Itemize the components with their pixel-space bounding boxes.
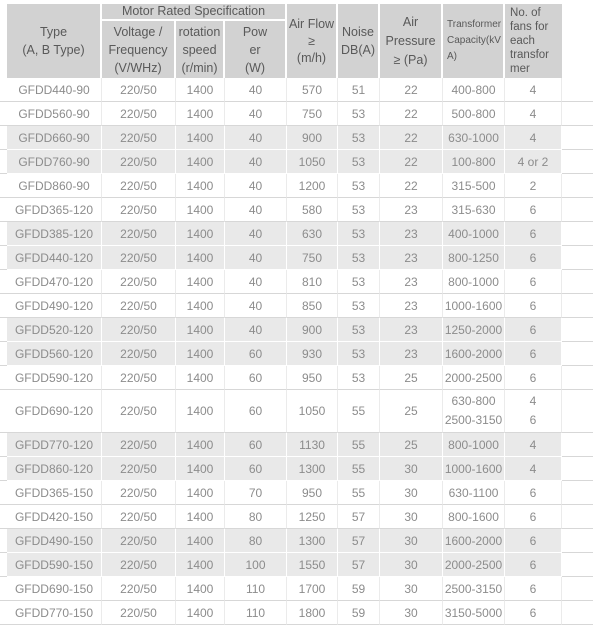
cell-transformer: 630-1000 xyxy=(443,126,505,150)
left-margin-cell xyxy=(0,198,7,222)
cell-pressure: 23 xyxy=(380,342,443,366)
cell-airflow: 1250 xyxy=(287,505,338,529)
cell-noise: 57 xyxy=(338,505,380,529)
cell-noise: 53 xyxy=(338,270,380,294)
left-margin-cell xyxy=(0,78,7,102)
cell-speed: 1400 xyxy=(176,553,225,577)
cell-fans: 6 xyxy=(505,505,562,529)
cell-transformer: 2500-3150 xyxy=(443,577,505,601)
cell-type: GFDD440-90 xyxy=(7,78,102,102)
cell-pressure: 30 xyxy=(380,601,443,625)
cell-noise: 51 xyxy=(338,78,380,102)
cell-noise: 53 xyxy=(338,342,380,366)
cell-type: GFDD420-150 xyxy=(7,505,102,529)
cell-speed: 1400 xyxy=(176,529,225,553)
cell-noise: 59 xyxy=(338,577,380,601)
left-margin-cell xyxy=(0,481,7,505)
cell-speed: 1400 xyxy=(176,318,225,342)
cell-power: 40 xyxy=(225,78,287,102)
cell-type: GFDD560-120 xyxy=(7,342,102,366)
cell-pressure: 23 xyxy=(380,222,443,246)
cell-noise: 53 xyxy=(338,222,380,246)
cell-airflow: 570 xyxy=(287,78,338,102)
cell-power: 40 xyxy=(225,198,287,222)
cell-airflow: 580 xyxy=(287,198,338,222)
cell-fans: 6 xyxy=(505,577,562,601)
right-margin-cell xyxy=(562,246,593,270)
motor-spec-table xyxy=(0,4,593,625)
table-row xyxy=(0,318,593,342)
cell-fans: 2 xyxy=(505,174,562,198)
cell-type: GFDD385-120 xyxy=(7,222,102,246)
col-header-power: Pow er (W) xyxy=(225,21,287,78)
cell-transformer: 800-1000 xyxy=(443,270,505,294)
cell-transformer: 100-800 xyxy=(443,150,505,174)
cell-pressure: 30 xyxy=(380,577,443,601)
left-margin-cell xyxy=(0,150,7,174)
cell-transformer: 800-1600 xyxy=(443,505,505,529)
cell-type: GFDD490-120 xyxy=(7,294,102,318)
right-margin-cell xyxy=(562,318,593,342)
cell-transformer: 400-1000 xyxy=(443,222,505,246)
cell-noise: 55 xyxy=(338,390,380,433)
table-row xyxy=(0,270,593,294)
right-margin-cell xyxy=(562,505,593,529)
right-margin-cell xyxy=(562,553,593,577)
cell-power: 60 xyxy=(225,433,287,457)
cell-fans: 6 xyxy=(505,342,562,366)
cell-fans: 6 xyxy=(505,553,562,577)
cell-noise: 53 xyxy=(338,126,380,150)
cell-fans: 6 xyxy=(505,294,562,318)
cell-airflow: 1550 xyxy=(287,553,338,577)
cell-transformer: 1600-2000 xyxy=(443,529,505,553)
cell-fans: 4 xyxy=(505,433,562,457)
right-margin-cell xyxy=(562,198,593,222)
cell-transformer: 315-630 xyxy=(443,198,505,222)
table-row xyxy=(0,198,593,222)
cell-power: 60 xyxy=(225,366,287,390)
right-margin-cell xyxy=(562,78,593,102)
table-row xyxy=(0,246,593,270)
cell-type: GFDD860-90 xyxy=(7,174,102,198)
cell-power: 40 xyxy=(225,174,287,198)
cell-type: GFDD590-120 xyxy=(7,366,102,390)
left-margin-cell xyxy=(0,246,7,270)
table-row xyxy=(0,78,593,102)
table-row xyxy=(0,577,593,601)
left-margin-cell xyxy=(0,553,7,577)
cell-airflow: 850 xyxy=(287,294,338,318)
cell-airflow: 750 xyxy=(287,246,338,270)
right-margin-cell xyxy=(562,577,593,601)
cell-speed: 1400 xyxy=(176,174,225,198)
cell-fans: 6 xyxy=(505,318,562,342)
cell-fans: 4 xyxy=(505,126,562,150)
cell-type: GFDD520-120 xyxy=(7,318,102,342)
cell-pressure: 30 xyxy=(380,529,443,553)
col-header-air-pressure: Air Pressure ≥ (Pa) xyxy=(380,4,443,78)
cell-transformer: 630-800 2500-3150 xyxy=(443,390,505,433)
cell-voltage: 220/50 xyxy=(102,150,176,174)
left-margin-cell xyxy=(0,529,7,553)
cell-type: GFDD490-150 xyxy=(7,529,102,553)
table-row xyxy=(0,342,593,366)
cell-voltage: 220/50 xyxy=(102,457,176,481)
table-row xyxy=(0,102,593,126)
cell-transformer: 800-1000 xyxy=(443,433,505,457)
cell-airflow: 950 xyxy=(287,366,338,390)
left-margin-cell xyxy=(0,294,7,318)
right-margin-cell xyxy=(562,126,593,150)
cell-noise: 55 xyxy=(338,481,380,505)
cell-transformer: 1000-1600 xyxy=(443,457,505,481)
cell-pressure: 30 xyxy=(380,457,443,481)
col-header-motor-rated-specification: Motor Rated Specification xyxy=(102,4,287,21)
cell-airflow: 810 xyxy=(287,270,338,294)
right-margin-cell xyxy=(562,342,593,366)
cell-fans: 6 xyxy=(505,222,562,246)
cell-pressure: 25 xyxy=(380,366,443,390)
cell-voltage: 220/50 xyxy=(102,174,176,198)
cell-type: GFDD560-90 xyxy=(7,102,102,126)
cell-power: 40 xyxy=(225,318,287,342)
right-margin-cell xyxy=(562,366,593,390)
right-margin-cell xyxy=(562,294,593,318)
cell-power: 40 xyxy=(225,246,287,270)
cell-type: GFDD690-150 xyxy=(7,577,102,601)
table-row xyxy=(0,433,593,457)
table-row xyxy=(0,150,593,174)
cell-noise: 53 xyxy=(338,318,380,342)
cell-voltage: 220/50 xyxy=(102,481,176,505)
cell-airflow: 1700 xyxy=(287,577,338,601)
cell-pressure: 25 xyxy=(380,390,443,433)
cell-noise: 55 xyxy=(338,433,380,457)
left-margin-cell xyxy=(0,4,7,78)
table-row xyxy=(0,457,593,481)
cell-voltage: 220/50 xyxy=(102,342,176,366)
cell-speed: 1400 xyxy=(176,505,225,529)
right-margin-cell xyxy=(562,457,593,481)
cell-voltage: 220/50 xyxy=(102,366,176,390)
cell-power: 70 xyxy=(225,481,287,505)
cell-pressure: 25 xyxy=(380,433,443,457)
cell-noise: 57 xyxy=(338,529,380,553)
cell-power: 40 xyxy=(225,150,287,174)
cell-pressure: 22 xyxy=(380,174,443,198)
cell-speed: 1400 xyxy=(176,294,225,318)
cell-power: 60 xyxy=(225,342,287,366)
left-margin-cell xyxy=(0,601,7,625)
cell-type: GFDD365-120 xyxy=(7,198,102,222)
cell-noise: 57 xyxy=(338,553,380,577)
cell-power: 110 xyxy=(225,601,287,625)
cell-pressure: 23 xyxy=(380,318,443,342)
cell-speed: 1400 xyxy=(176,433,225,457)
header-row-group xyxy=(0,4,593,21)
cell-fans: 6 xyxy=(505,481,562,505)
cell-noise: 53 xyxy=(338,366,380,390)
cell-voltage: 220/50 xyxy=(102,126,176,150)
col-header-transformer-capacity: Transformer Capacity(kV A) xyxy=(443,4,505,78)
cell-speed: 1400 xyxy=(176,390,225,433)
cell-transformer: 500-800 xyxy=(443,102,505,126)
cell-transformer: 1600-2000 xyxy=(443,342,505,366)
cell-airflow: 750 xyxy=(287,102,338,126)
cell-pressure: 23 xyxy=(380,198,443,222)
cell-speed: 1400 xyxy=(176,150,225,174)
cell-airflow: 900 xyxy=(287,318,338,342)
cell-voltage: 220/50 xyxy=(102,505,176,529)
cell-type: GFDD470-120 xyxy=(7,270,102,294)
cell-voltage: 220/50 xyxy=(102,246,176,270)
cell-voltage: 220/50 xyxy=(102,529,176,553)
table-row xyxy=(0,601,593,625)
cell-type: GFDD440-120 xyxy=(7,246,102,270)
cell-noise: 53 xyxy=(338,150,380,174)
left-margin-cell xyxy=(0,126,7,150)
cell-pressure: 30 xyxy=(380,553,443,577)
table-row xyxy=(0,553,593,577)
cell-fans: 6 xyxy=(505,529,562,553)
right-margin-cell xyxy=(562,270,593,294)
col-header-air-flow: Air Flow ≥ (m/h) xyxy=(287,4,338,78)
table-row xyxy=(0,390,593,433)
cell-airflow: 1050 xyxy=(287,390,338,433)
table-row xyxy=(0,126,593,150)
cell-pressure: 30 xyxy=(380,481,443,505)
cell-airflow: 900 xyxy=(287,126,338,150)
right-margin-cell xyxy=(562,481,593,505)
cell-voltage: 220/50 xyxy=(102,222,176,246)
table-body xyxy=(0,78,593,625)
cell-speed: 1400 xyxy=(176,222,225,246)
right-margin-cell xyxy=(562,433,593,457)
cell-fans: 6 xyxy=(505,198,562,222)
cell-voltage: 220/50 xyxy=(102,433,176,457)
cell-noise: 53 xyxy=(338,198,380,222)
cell-speed: 1400 xyxy=(176,366,225,390)
cell-transformer: 1000-1600 xyxy=(443,294,505,318)
cell-voltage: 220/50 xyxy=(102,577,176,601)
right-margin-cell xyxy=(562,529,593,553)
cell-speed: 1400 xyxy=(176,102,225,126)
col-header-fans-count: No. of fans for each transfor mer xyxy=(505,4,562,78)
cell-power: 40 xyxy=(225,222,287,246)
cell-power: 40 xyxy=(225,294,287,318)
col-header-type: Type (A, B Type) xyxy=(7,4,102,78)
cell-voltage: 220/50 xyxy=(102,78,176,102)
cell-fans: 4 xyxy=(505,102,562,126)
table-row xyxy=(0,366,593,390)
table-row xyxy=(0,294,593,318)
left-margin-cell xyxy=(0,174,7,198)
table-row xyxy=(0,481,593,505)
cell-speed: 1400 xyxy=(176,577,225,601)
left-margin-cell xyxy=(0,366,7,390)
cell-voltage: 220/50 xyxy=(102,270,176,294)
cell-fans: 6 xyxy=(505,270,562,294)
cell-speed: 1400 xyxy=(176,601,225,625)
cell-speed: 1400 xyxy=(176,126,225,150)
col-header-rotation-speed: rotation speed (r/min) xyxy=(176,21,225,78)
cell-transformer: 2000-2500 xyxy=(443,553,505,577)
cell-fans: 4 xyxy=(505,457,562,481)
cell-voltage: 220/50 xyxy=(102,294,176,318)
col-header-noise: Noise DB(A) xyxy=(338,4,380,78)
cell-fans: 6 xyxy=(505,601,562,625)
cell-voltage: 220/50 xyxy=(102,390,176,433)
cell-power: 40 xyxy=(225,270,287,294)
cell-type: GFDD660-90 xyxy=(7,126,102,150)
cell-type: GFDD760-90 xyxy=(7,150,102,174)
cell-type: GFDD860-120 xyxy=(7,457,102,481)
cell-airflow: 930 xyxy=(287,342,338,366)
cell-fans: 4 6 xyxy=(505,390,562,433)
cell-pressure: 22 xyxy=(380,126,443,150)
col-header-voltage-frequency: Voltage / Frequency (V/WHz) xyxy=(102,21,176,78)
cell-power: 80 xyxy=(225,529,287,553)
cell-airflow: 630 xyxy=(287,222,338,246)
cell-power: 60 xyxy=(225,390,287,433)
cell-speed: 1400 xyxy=(176,481,225,505)
right-margin-cell xyxy=(562,174,593,198)
right-margin-cell xyxy=(562,4,593,78)
left-margin-cell xyxy=(0,433,7,457)
left-margin-cell xyxy=(0,505,7,529)
left-margin-cell xyxy=(0,270,7,294)
cell-type: GFDD365-150 xyxy=(7,481,102,505)
cell-power: 110 xyxy=(225,577,287,601)
cell-type: GFDD690-120 xyxy=(7,390,102,433)
cell-speed: 1400 xyxy=(176,270,225,294)
cell-noise: 53 xyxy=(338,102,380,126)
table-row xyxy=(0,505,593,529)
cell-transformer: 315-500 xyxy=(443,174,505,198)
cell-type: GFDD590-150 xyxy=(7,553,102,577)
left-margin-cell xyxy=(0,102,7,126)
right-margin-cell xyxy=(562,102,593,126)
left-margin-cell xyxy=(0,222,7,246)
cell-airflow: 950 xyxy=(287,481,338,505)
cell-power: 80 xyxy=(225,505,287,529)
cell-speed: 1400 xyxy=(176,457,225,481)
right-margin-cell xyxy=(562,601,593,625)
cell-airflow: 1800 xyxy=(287,601,338,625)
cell-voltage: 220/50 xyxy=(102,318,176,342)
cell-airflow: 1300 xyxy=(287,457,338,481)
right-margin-cell xyxy=(562,390,593,433)
cell-transformer: 3150-5000 xyxy=(443,601,505,625)
cell-voltage: 220/50 xyxy=(102,553,176,577)
left-margin-cell xyxy=(0,577,7,601)
cell-transformer: 1250-2000 xyxy=(443,318,505,342)
cell-airflow: 1130 xyxy=(287,433,338,457)
cell-airflow: 1300 xyxy=(287,529,338,553)
cell-noise: 53 xyxy=(338,246,380,270)
cell-pressure: 23 xyxy=(380,246,443,270)
left-margin-cell xyxy=(0,318,7,342)
cell-voltage: 220/50 xyxy=(102,198,176,222)
cell-power: 100 xyxy=(225,553,287,577)
cell-voltage: 220/50 xyxy=(102,102,176,126)
cell-type: GFDD770-120 xyxy=(7,433,102,457)
right-margin-cell xyxy=(562,222,593,246)
cell-speed: 1400 xyxy=(176,342,225,366)
cell-voltage: 220/50 xyxy=(102,601,176,625)
cell-speed: 1400 xyxy=(176,246,225,270)
cell-power: 60 xyxy=(225,457,287,481)
table-row xyxy=(0,174,593,198)
cell-speed: 1400 xyxy=(176,198,225,222)
table-header xyxy=(0,4,593,78)
left-margin-cell xyxy=(0,342,7,366)
cell-transformer: 630-1100 xyxy=(443,481,505,505)
cell-pressure: 30 xyxy=(380,505,443,529)
cell-transformer: 400-800 xyxy=(443,78,505,102)
table-row xyxy=(0,222,593,246)
cell-fans: 6 xyxy=(505,366,562,390)
cell-noise: 59 xyxy=(338,601,380,625)
cell-type: GFDD770-150 xyxy=(7,601,102,625)
cell-noise: 55 xyxy=(338,457,380,481)
cell-fans: 4 or 2 xyxy=(505,150,562,174)
cell-speed: 1400 xyxy=(176,78,225,102)
left-margin-cell xyxy=(0,457,7,481)
cell-transformer: 800-1250 xyxy=(443,246,505,270)
right-margin-cell xyxy=(562,150,593,174)
cell-pressure: 23 xyxy=(380,294,443,318)
cell-noise: 53 xyxy=(338,294,380,318)
cell-pressure: 22 xyxy=(380,150,443,174)
cell-pressure: 22 xyxy=(380,78,443,102)
left-margin-cell xyxy=(0,390,7,433)
cell-fans: 4 xyxy=(505,78,562,102)
cell-transformer: 2000-2500 xyxy=(443,366,505,390)
cell-fans: 6 xyxy=(505,246,562,270)
cell-noise: 53 xyxy=(338,174,380,198)
table-row xyxy=(0,529,593,553)
cell-airflow: 1050 xyxy=(287,150,338,174)
cell-power: 40 xyxy=(225,102,287,126)
cell-pressure: 23 xyxy=(380,270,443,294)
cell-airflow: 1200 xyxy=(287,174,338,198)
cell-power: 40 xyxy=(225,126,287,150)
cell-pressure: 22 xyxy=(380,102,443,126)
